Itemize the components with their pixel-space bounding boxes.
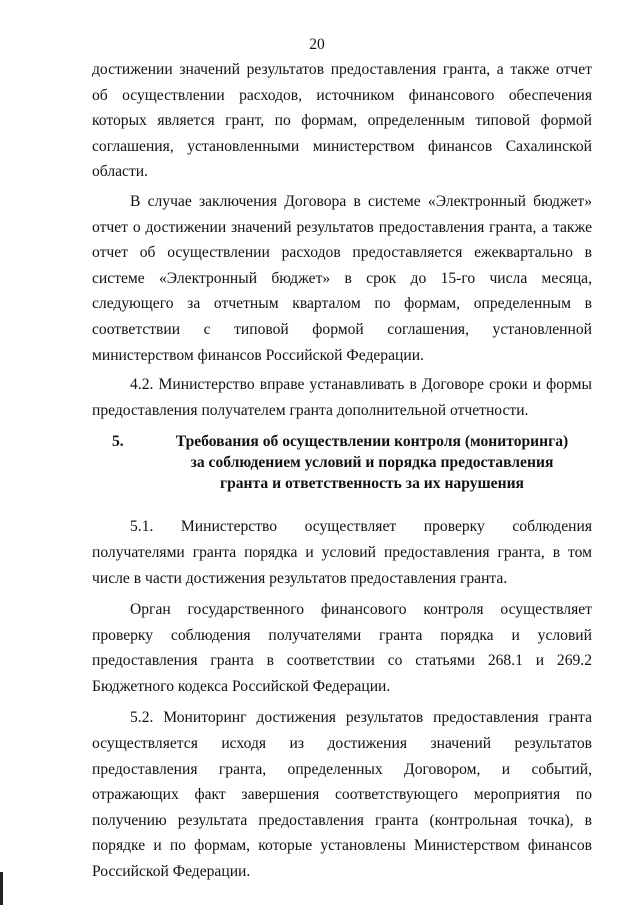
document-body bbox=[92, 57, 592, 885]
page-number: 20 bbox=[309, 36, 325, 53]
section-title: Требования об осуществлении контроля (мониторинга) за соблюдением условий и порядка предоставления гранта и ответственность за их нарушения bbox=[175, 433, 569, 493]
paragraph: 4.2. Министерство вправе устанавливать в Договоре сроки и формы предоставления получателем гранта дополнительной отчетности. bbox=[92, 376, 592, 419]
paragraph: достижении значений результатов предоставления гранта, а также отчет об осуществлении расходов, источником финансового обеспечения которых является грант, по формам, определенным типовой формой соглашения, установленными министерством финансов Сахалинской области. bbox=[92, 61, 592, 181]
section-heading bbox=[92, 431, 592, 494]
paragraph: 5.1. Министерство осуществляет проверку соблюдения получателями гранта порядка и условий предоставления гранта, в том числе в части достижения результатов предоставления гранта. bbox=[92, 518, 592, 587]
paragraph: 5.2. Мониторинг достижения результатов предоставления гранта осуществляется исходя из достижения значений результатов предоставления гранта, определенных Договором, и событий, отражающих факт завершения соответствующего мероприятия по получению результата предоставления гранта (контрольная точка), в порядке и по формам, которые установлены Министерством финансов Российской Федерации. bbox=[92, 709, 592, 881]
paragraph: Орган государственного финансового контроля осуществляет проверку соблюдения получателями гранта порядка и условий предоставления гранта в соответствии со статьями 268.1 и 269.2 Бюджетного кодекса Российской Федерации. bbox=[92, 601, 592, 695]
section-number: 5. bbox=[112, 433, 124, 451]
paragraph: В случае заключения Договора в системе «Электронный бюджет» отчет о достижении значений результатов предоставления гранта, а также отчет об осуществлении расходов предоставляется ежеквартально в системе «Электронный бюджет» в срок до 15-го числа месяца, следующего за отчетным кварталом по формам, определенным в соответствии с типовой формой соглашения, установленной министерством финансов Российской Федерации. bbox=[92, 192, 592, 364]
scan-edge-mark bbox=[0, 872, 3, 905]
